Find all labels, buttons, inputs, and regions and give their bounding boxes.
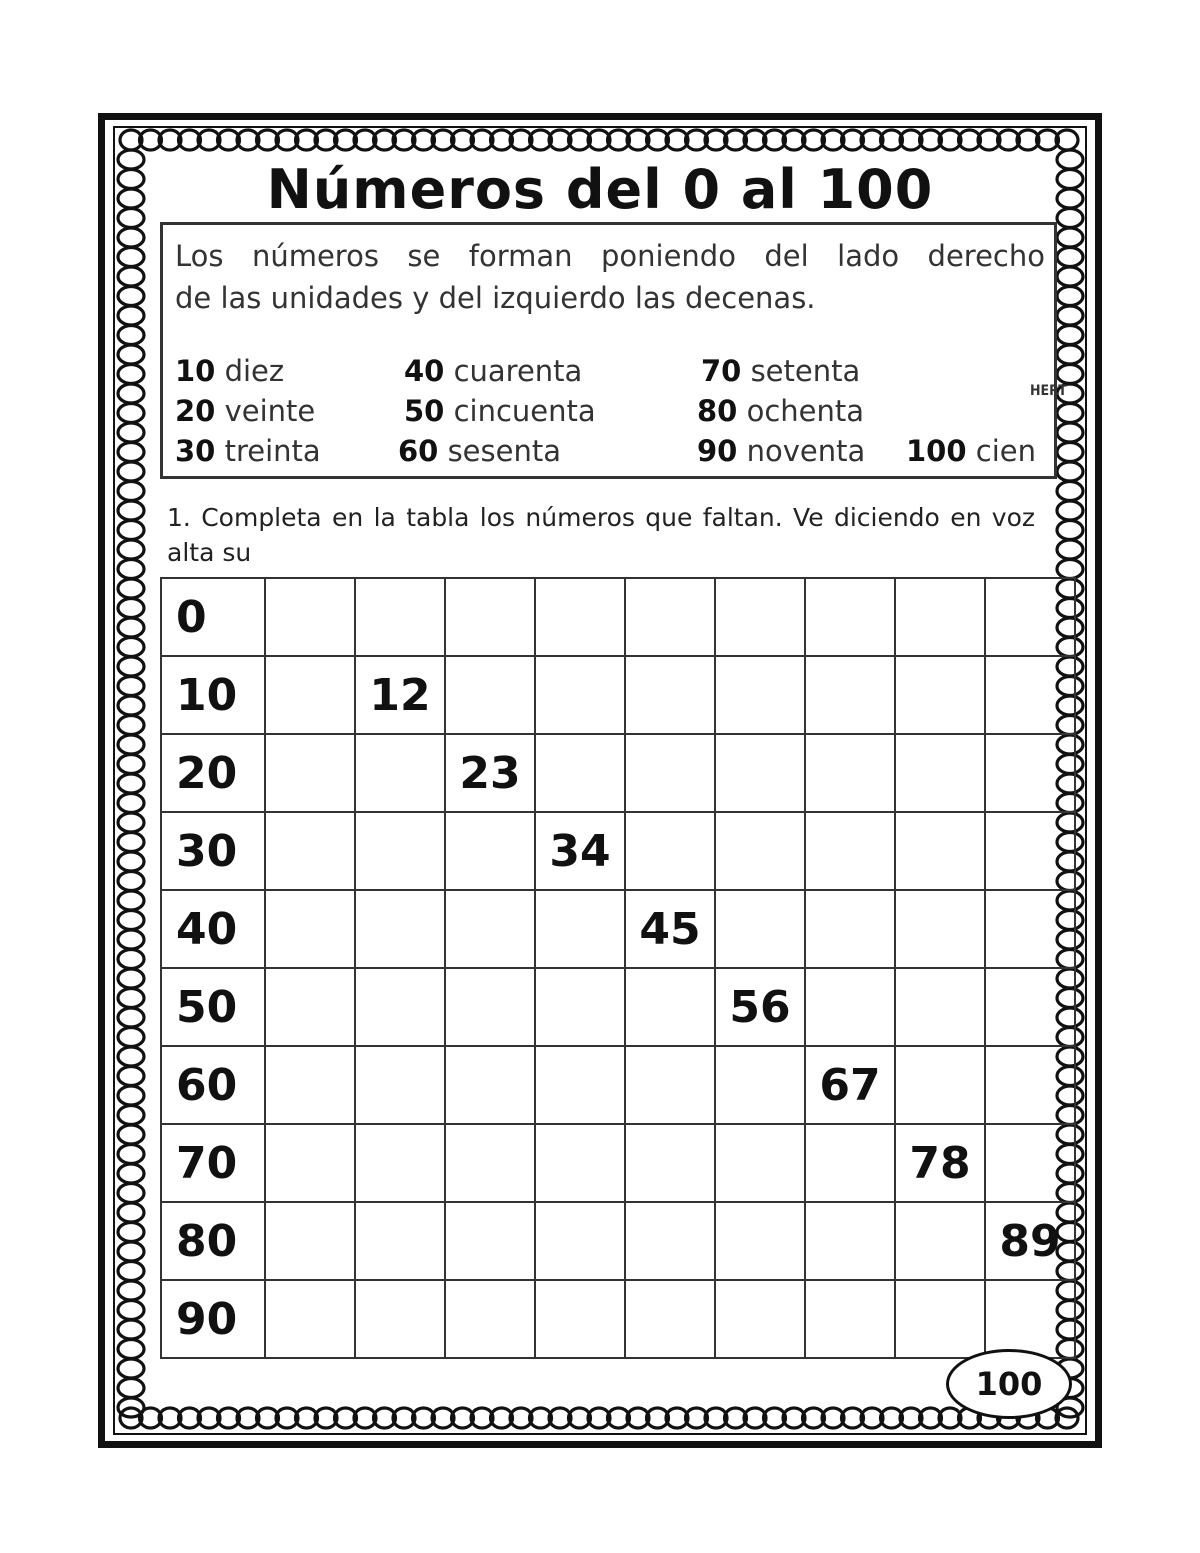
grid-cell-number: 89 [985, 1202, 1075, 1280]
grid-cell-empty[interactable] [805, 1280, 895, 1358]
grid-cell-empty[interactable] [805, 656, 895, 734]
ring-ornament [1057, 560, 1083, 579]
grid-cell-empty[interactable] [265, 734, 355, 812]
tens-word-20: 20 veinte [175, 394, 316, 428]
grid-cell-number: 50 [161, 968, 265, 1046]
ring-ornament [118, 1281, 144, 1300]
grid-cell-empty[interactable] [265, 968, 355, 1046]
grid-cell-empty[interactable] [355, 578, 445, 656]
ring-ornament [118, 872, 144, 891]
grid-cell-empty[interactable] [805, 812, 895, 890]
grid-cell-empty[interactable] [535, 734, 625, 812]
tens-word-10: 10 diez [175, 354, 285, 388]
grid-row [161, 578, 1075, 656]
hundred-chart-grid [160, 577, 1076, 1359]
grid-cell-number: 80 [161, 1202, 265, 1280]
grid-cell-empty[interactable] [985, 578, 1075, 656]
grid-row [161, 656, 1075, 734]
ring-ornament [118, 638, 144, 657]
grid-cell-number: 56 [715, 968, 805, 1046]
ring-ornament [118, 540, 144, 559]
ring-ornament [1057, 267, 1083, 286]
grid-cell-empty[interactable] [265, 890, 355, 968]
grid-cell-empty[interactable] [445, 968, 535, 1046]
grid-cell-empty[interactable] [625, 734, 715, 812]
ring-ornament [118, 1164, 144, 1183]
grid-cell-empty[interactable] [535, 1124, 625, 1202]
ring-ornament [118, 1067, 144, 1086]
ring-ornament [118, 521, 144, 540]
grid-cell-empty[interactable] [535, 968, 625, 1046]
page-number-badge [946, 1349, 1072, 1419]
intro-line-1: Los números se forman poniendo del lado derecho [175, 239, 1045, 273]
grid-cell-empty[interactable] [265, 656, 355, 734]
tens-word-40: 40 cuarenta [404, 354, 583, 388]
grid-cell-number: 10 [161, 656, 265, 734]
grid-cell-empty[interactable] [895, 890, 985, 968]
ring-ornament [1057, 345, 1083, 364]
grid-cell-number: 70 [161, 1124, 265, 1202]
ring-ornament [118, 1047, 144, 1066]
grid-cell-empty[interactable] [715, 890, 805, 968]
ring-ornament [118, 1223, 144, 1242]
ring-ornament [118, 833, 144, 852]
tens-word-80: 80 ochenta [697, 394, 865, 428]
grid-cell-empty[interactable] [265, 1280, 355, 1358]
grid-cell-number: 20 [161, 734, 265, 812]
ring-ornament [118, 501, 144, 520]
grid-cell-number: 30 [161, 812, 265, 890]
ring-ornament [118, 404, 144, 423]
grid-cell-empty[interactable] [985, 1046, 1075, 1124]
ring-ornament [118, 1301, 144, 1320]
ring-ornament [118, 345, 144, 364]
grid-cell-empty[interactable] [985, 812, 1075, 890]
ring-ornament [118, 560, 144, 579]
grid-cell-empty[interactable] [805, 890, 895, 968]
grid-cell-number: 0 [161, 578, 265, 656]
ring-ornament [1057, 501, 1083, 520]
ring-ornament [118, 989, 144, 1008]
tens-word-30: 30 treinta [175, 434, 321, 468]
ring-ornament [1057, 423, 1083, 442]
grid-cell-number: 40 [161, 890, 265, 968]
grid-cell-empty[interactable] [625, 812, 715, 890]
grid-cell-number: 67 [805, 1046, 895, 1124]
grid-cell-number: 78 [895, 1124, 985, 1202]
ring-ornament [118, 774, 144, 793]
grid-cell-empty[interactable] [715, 812, 805, 890]
ring-ornament [118, 228, 144, 247]
grid-cell-empty[interactable] [805, 1124, 895, 1202]
tens-word-100: 100 cien [906, 434, 1036, 468]
grid-cell-empty[interactable] [895, 734, 985, 812]
grid-cell-empty[interactable] [805, 968, 895, 1046]
grid-cell-empty[interactable] [535, 1202, 625, 1280]
grid-cell-empty[interactable] [895, 578, 985, 656]
ring-ornament [118, 1359, 144, 1378]
grid-cell-number: 60 [161, 1046, 265, 1124]
ring-ornament [118, 248, 144, 267]
ring-ornament [1057, 482, 1083, 501]
grid-cell-empty[interactable] [625, 656, 715, 734]
grid-cell-empty[interactable] [445, 656, 535, 734]
grid-cell-empty[interactable] [805, 578, 895, 656]
grid-row [161, 812, 1075, 890]
tens-word-70: 70 setenta [701, 354, 861, 388]
grid-cell-empty[interactable] [625, 1124, 715, 1202]
grid-cell-empty[interactable] [625, 1280, 715, 1358]
grid-cell-empty[interactable] [535, 1280, 625, 1358]
grid-cell-empty[interactable] [535, 578, 625, 656]
exercise-instruction: 1. Completa en la tabla los números que faltan. Ve diciendo en voz alta su [167, 503, 1035, 567]
ring-ornament [1057, 462, 1083, 481]
grid-cell-empty[interactable] [715, 578, 805, 656]
grid-cell-empty[interactable] [715, 1124, 805, 1202]
grid-cell-empty[interactable] [265, 1202, 355, 1280]
ring-ornament [118, 306, 144, 325]
grid-cell-empty[interactable] [445, 890, 535, 968]
intro-text [175, 235, 1045, 319]
grid-cell-empty[interactable] [355, 1124, 445, 1202]
grid-cell-empty[interactable] [715, 1202, 805, 1280]
grid-row [161, 1046, 1075, 1124]
grid-cell-empty[interactable] [805, 734, 895, 812]
ring-ornament [118, 813, 144, 832]
tens-word-50: 50 cincuenta [404, 394, 596, 428]
grid-cell-empty[interactable] [265, 812, 355, 890]
ring-ornament [118, 930, 144, 949]
ring-ornament [118, 1028, 144, 1047]
grid-cell-number: 12 [355, 656, 445, 734]
ring-ornament [1057, 521, 1083, 540]
ring-ornament [118, 677, 144, 696]
grid-cell-empty[interactable] [985, 968, 1075, 1046]
grid-cell-empty[interactable] [715, 1280, 805, 1358]
stray-mark: HERT [1030, 383, 1067, 399]
grid-row [161, 890, 1075, 968]
ring-ornament [1057, 248, 1083, 267]
grid-cell-empty[interactable] [895, 968, 985, 1046]
ring-ornament [118, 1320, 144, 1339]
ring-ornament [118, 755, 144, 774]
ring-ornament [118, 423, 144, 442]
grid-cell-empty[interactable] [445, 578, 535, 656]
grid-row [161, 968, 1075, 1046]
ring-ornament [118, 1242, 144, 1261]
ring-ornament [118, 287, 144, 306]
ring-ornament [118, 1106, 144, 1125]
ring-ornament [1057, 306, 1083, 325]
grid-cell-empty[interactable] [625, 1046, 715, 1124]
grid-cell-empty[interactable] [445, 1124, 535, 1202]
grid-row [161, 1202, 1075, 1280]
ring-ornament [118, 1379, 144, 1398]
ring-ornament [118, 462, 144, 481]
page-number: 100 [975, 1365, 1043, 1403]
grid-cell-empty[interactable] [985, 1124, 1075, 1202]
grid-cell-empty[interactable] [355, 1046, 445, 1124]
grid-cell-empty[interactable] [355, 1280, 445, 1358]
ring-ornament [118, 1262, 144, 1281]
grid-cell-empty[interactable] [715, 734, 805, 812]
ring-ornament [118, 852, 144, 871]
ring-ornament [118, 1008, 144, 1027]
ring-ornament [1057, 287, 1083, 306]
ring-ornament [118, 794, 144, 813]
grid-cell-empty[interactable] [445, 812, 535, 890]
tens-word-60: 60 sesenta [398, 434, 562, 468]
grid-cell-empty[interactable] [445, 1202, 535, 1280]
ring-ornament [118, 696, 144, 715]
grid-cell-empty[interactable] [355, 968, 445, 1046]
grid-cell-empty[interactable] [625, 1202, 715, 1280]
grid-cell-empty[interactable] [895, 812, 985, 890]
grid-cell-empty[interactable] [715, 656, 805, 734]
grid-row [161, 734, 1075, 812]
grid-cell-empty[interactable] [625, 578, 715, 656]
ring-ornament [118, 716, 144, 735]
ring-ornament [118, 384, 144, 403]
grid-cell-empty[interactable] [895, 656, 985, 734]
grid-cell-number: 45 [625, 890, 715, 968]
ring-ornament [1057, 443, 1083, 462]
grid-cell-number: 34 [535, 812, 625, 890]
tens-word-90: 90 noventa [697, 434, 866, 468]
ring-ornament [118, 1184, 144, 1203]
grid-cell-empty[interactable] [355, 1202, 445, 1280]
grid-cell-empty[interactable] [265, 578, 355, 656]
grid-cell-empty[interactable] [355, 890, 445, 968]
ring-ornament [118, 657, 144, 676]
ring-ornament [1057, 326, 1083, 345]
ring-ornament [118, 443, 144, 462]
ring-ornament [118, 1203, 144, 1222]
ring-ornament [118, 267, 144, 286]
grid-cell-empty[interactable] [805, 1202, 895, 1280]
ring-ornament [118, 735, 144, 754]
grid-cell-empty[interactable] [985, 1280, 1075, 1358]
grid-cell-empty[interactable] [895, 1046, 985, 1124]
ring-ornament [1057, 365, 1083, 384]
grid-cell-empty[interactable] [535, 1046, 625, 1124]
grid-cell-empty[interactable] [535, 890, 625, 968]
ring-ornament [1057, 404, 1083, 423]
ring-ornament [118, 1086, 144, 1105]
grid-row [161, 1280, 1075, 1358]
worksheet-title: Números del 0 al 100 [266, 158, 934, 221]
grid-cell-empty[interactable] [715, 1046, 805, 1124]
ring-ornament [118, 482, 144, 501]
ring-ornament [1057, 540, 1083, 559]
grid-cell-empty[interactable] [895, 1202, 985, 1280]
ring-ornament [118, 599, 144, 618]
grid-cell-number: 90 [161, 1280, 265, 1358]
ring-ornament [118, 950, 144, 969]
grid-cell-empty[interactable] [535, 656, 625, 734]
intro-line-2: de las unidades y del izquierdo las decenas. [175, 281, 816, 315]
grid-cell-empty[interactable] [355, 812, 445, 890]
ring-ornament [118, 911, 144, 930]
grid-cell-number: 23 [445, 734, 535, 812]
grid-cell-empty[interactable] [445, 1280, 535, 1358]
grid-cell-empty[interactable] [445, 1046, 535, 1124]
grid-cell-empty[interactable] [985, 890, 1075, 968]
ring-ornament [118, 969, 144, 988]
grid-cell-empty[interactable] [265, 1046, 355, 1124]
ring-ornament [118, 618, 144, 637]
grid-cell-empty[interactable] [265, 1124, 355, 1202]
grid-row [161, 1124, 1075, 1202]
ring-ornament [118, 579, 144, 598]
ring-ornament [118, 1340, 144, 1359]
ring-ornament [118, 1125, 144, 1144]
grid-cell-empty[interactable] [895, 1280, 985, 1358]
ring-ornament [118, 365, 144, 384]
ring-ornament [1057, 228, 1083, 247]
grid-cell-empty[interactable] [355, 734, 445, 812]
ring-ornament [118, 1145, 144, 1164]
grid-cell-empty[interactable] [625, 968, 715, 1046]
grid-cell-empty[interactable] [985, 656, 1075, 734]
ring-ornament [118, 326, 144, 345]
grid-cell-empty[interactable] [985, 734, 1075, 812]
ring-ornament [118, 891, 144, 910]
